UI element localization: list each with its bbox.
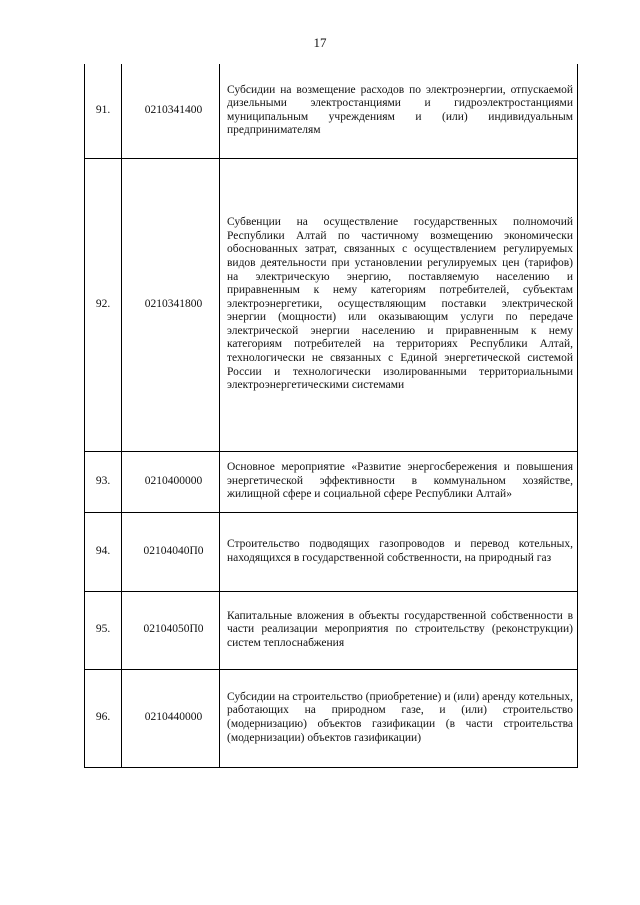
table-row (85, 591, 578, 669)
row-description: Строительство подводящих газопроводов и перевод котельных, находящихся в государственной собственности, на природный газ (220, 512, 578, 591)
page-number: 17 (313, 35, 327, 50)
budget-code: 0210440000 (122, 669, 220, 767)
budget-code: 02104050П0 (122, 591, 220, 669)
row-number: 93. (85, 451, 122, 512)
budget-code: 0210400000 (122, 451, 220, 512)
row-description: Субвенции на осуществление государственных полномочий Республики Алтай по частичному возмещению экономически обоснованных затрат, связанных с осуществлением регулируемых видов деятельности при установлении регулируемых цен (тарифов) на электрическую энергию, поставляемую населению и приравненным к нему категориям потребителей, субъектам электроэнергетики, осуществляющим поставки электрической энергии (мощности) или оказывающим услуги по передаче электрической энергии населению и приравненным к нему категориям потребителей на территориях Республики Алтай, технологически не связанных с Единой энергетической системой России и технологически изолированными территориальными электроэнергетическими системами (220, 158, 578, 451)
table-row (85, 64, 578, 158)
row-number: 91. (85, 64, 122, 158)
table-row (85, 158, 578, 451)
row-number: 92. (85, 158, 122, 451)
budget-code: 02104040П0 (122, 512, 220, 591)
table-row (85, 451, 578, 512)
row-description: Субсидии на строительство (приобретение) и (или) аренду котельных, работающих на природном газе, и (или) строительство (модернизацию) объектов газификации (в части строительства (модернизации) объектов газификации) (220, 669, 578, 767)
row-description: Основное мероприятие «Развитие энергосбережения и повышения энергетической эффективности в коммунальном хозяйстве, жилищной сфере и социальной сфере Республики Алтай» (220, 451, 578, 512)
row-description: Субсидии на возмещение расходов по электроэнергии, отпускаемой дизельными электростанциями и гидроэлектростанциями муниципальным учреждениям и (или) индивидуальным предпринимателям (220, 64, 578, 158)
row-number: 95. (85, 591, 122, 669)
row-number: 94. (85, 512, 122, 591)
budget-code: 0210341400 (122, 64, 220, 158)
budget-classification-table (84, 64, 578, 768)
row-description: Капитальные вложения в объекты государственной собственности в части реализации мероприятия по строительству (реконструкции) систем теплоснабжения (220, 591, 578, 669)
table-row (85, 512, 578, 591)
table-row (85, 669, 578, 767)
budget-code: 0210341800 (122, 158, 220, 451)
row-number: 96. (85, 669, 122, 767)
